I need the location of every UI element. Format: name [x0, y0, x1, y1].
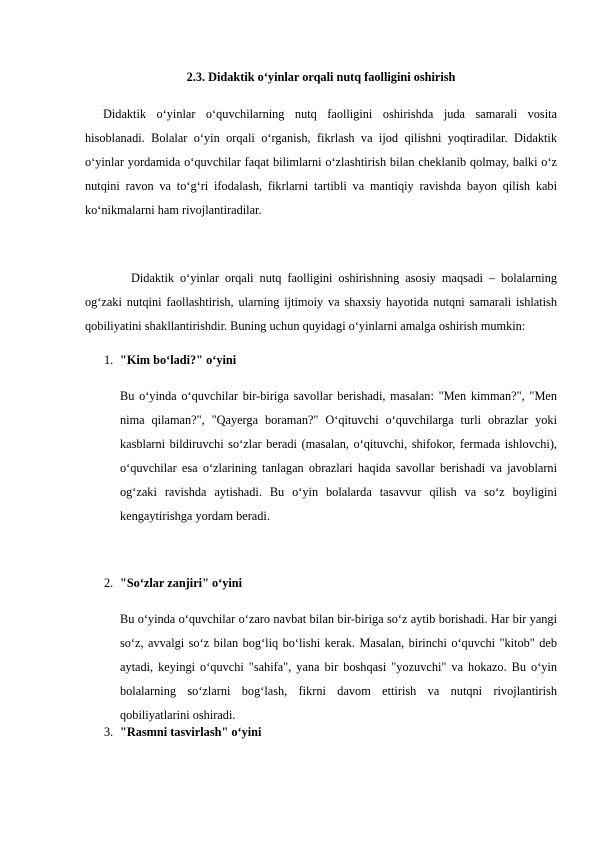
list-item-heading-3	[104, 724, 261, 740]
list-item-number: 3.	[104, 725, 114, 739]
list-item-heading-2	[104, 575, 242, 591]
list-item-number: 2.	[104, 576, 114, 590]
intro-paragraph: Didaktik o‘yinlar o‘quvchilarning nutq faolligini oshirishda juda samarali vosita hisoblanadi. Bolalar o‘yin orqali o‘rganish, fikrlash va ijod qilishni yoqtiradilar. Didaktik o‘yinlar yordamida o‘quvchilar faqat bilimlarni o‘zlashtirish bilan cheklanib qolmay, balki o‘z nutqini ravon va to‘g‘ri ifodalash, fikrlarni tartibli va mantiqiy ravishda bayon qilish kabi ko‘nikmalarni ham rivojlantiradilar.	[85, 107, 557, 217]
list-item-body-2: Bu o‘yinda o‘quvchilar o‘zaro navbat bilan bir-biriga so‘z aytib borishadi. Har bir yangi so‘z, avvalgi so‘z bilan bog‘liq bo‘lishi kerak. Masalan, birinchi o‘quvchi "kitob" deb aytadi, keyingi o‘quvchi "sahifa", yana bir boshqasi "yozuvchi" va hokazo. Bu o‘yin bolalarning so‘zlarni bog‘lash, fikrni davom ettirish va nutqni rivojlantirish qobiliyatlarini oshiradi.	[120, 612, 557, 722]
list-item-title: "So‘zlar zanjiri" o‘yini	[120, 576, 243, 590]
list-item-title: "Kim bo‘ladi?" o‘yini	[120, 353, 237, 367]
list-item-title: "Rasmni tasvirlash" o‘yini	[120, 725, 262, 739]
purpose-paragraph: Didaktik o‘yinlar orqali nutq faolligini oshirishning asosiy maqsadi – bolalarning og‘zaki nutqini faollashtirish, ularning ijtimoiy va shaxsiy hayotida nutqni samarali ishlatish qobiliyatini shakllantirishdir. Buning uchun quyidagi o‘yinlarni amalga oshirish mumkin:	[85, 271, 557, 333]
section-title: 2.3. Didaktik o‘yinlar orqali nutq faolligini oshirish	[186, 70, 456, 84]
list-item-heading-1	[104, 352, 236, 368]
list-item-number: 1.	[104, 353, 114, 367]
list-item-body-1: Bu o‘yinda o‘quvchilar bir-biriga savollar berishadi, masalan: "Men kimman?", "Men nima qilaman?", "Qayerga boraman?" O‘qituvchi o‘quvchilarga turli obrazlar yoki kasblarni bildiruvchi so‘zlar beradi (masalan, o‘qituvchi, shifokor, fermada ishlovchi), o‘quvchilar esa o‘zlarining tanlagan obrazlari haqida savollar berishadi va javoblarni og‘zaki ravishda aytishadi. Bu o‘yin bolalarda tasavvur qilish va so‘z boyligini kengaytirishga yordam beradi.	[120, 389, 557, 523]
